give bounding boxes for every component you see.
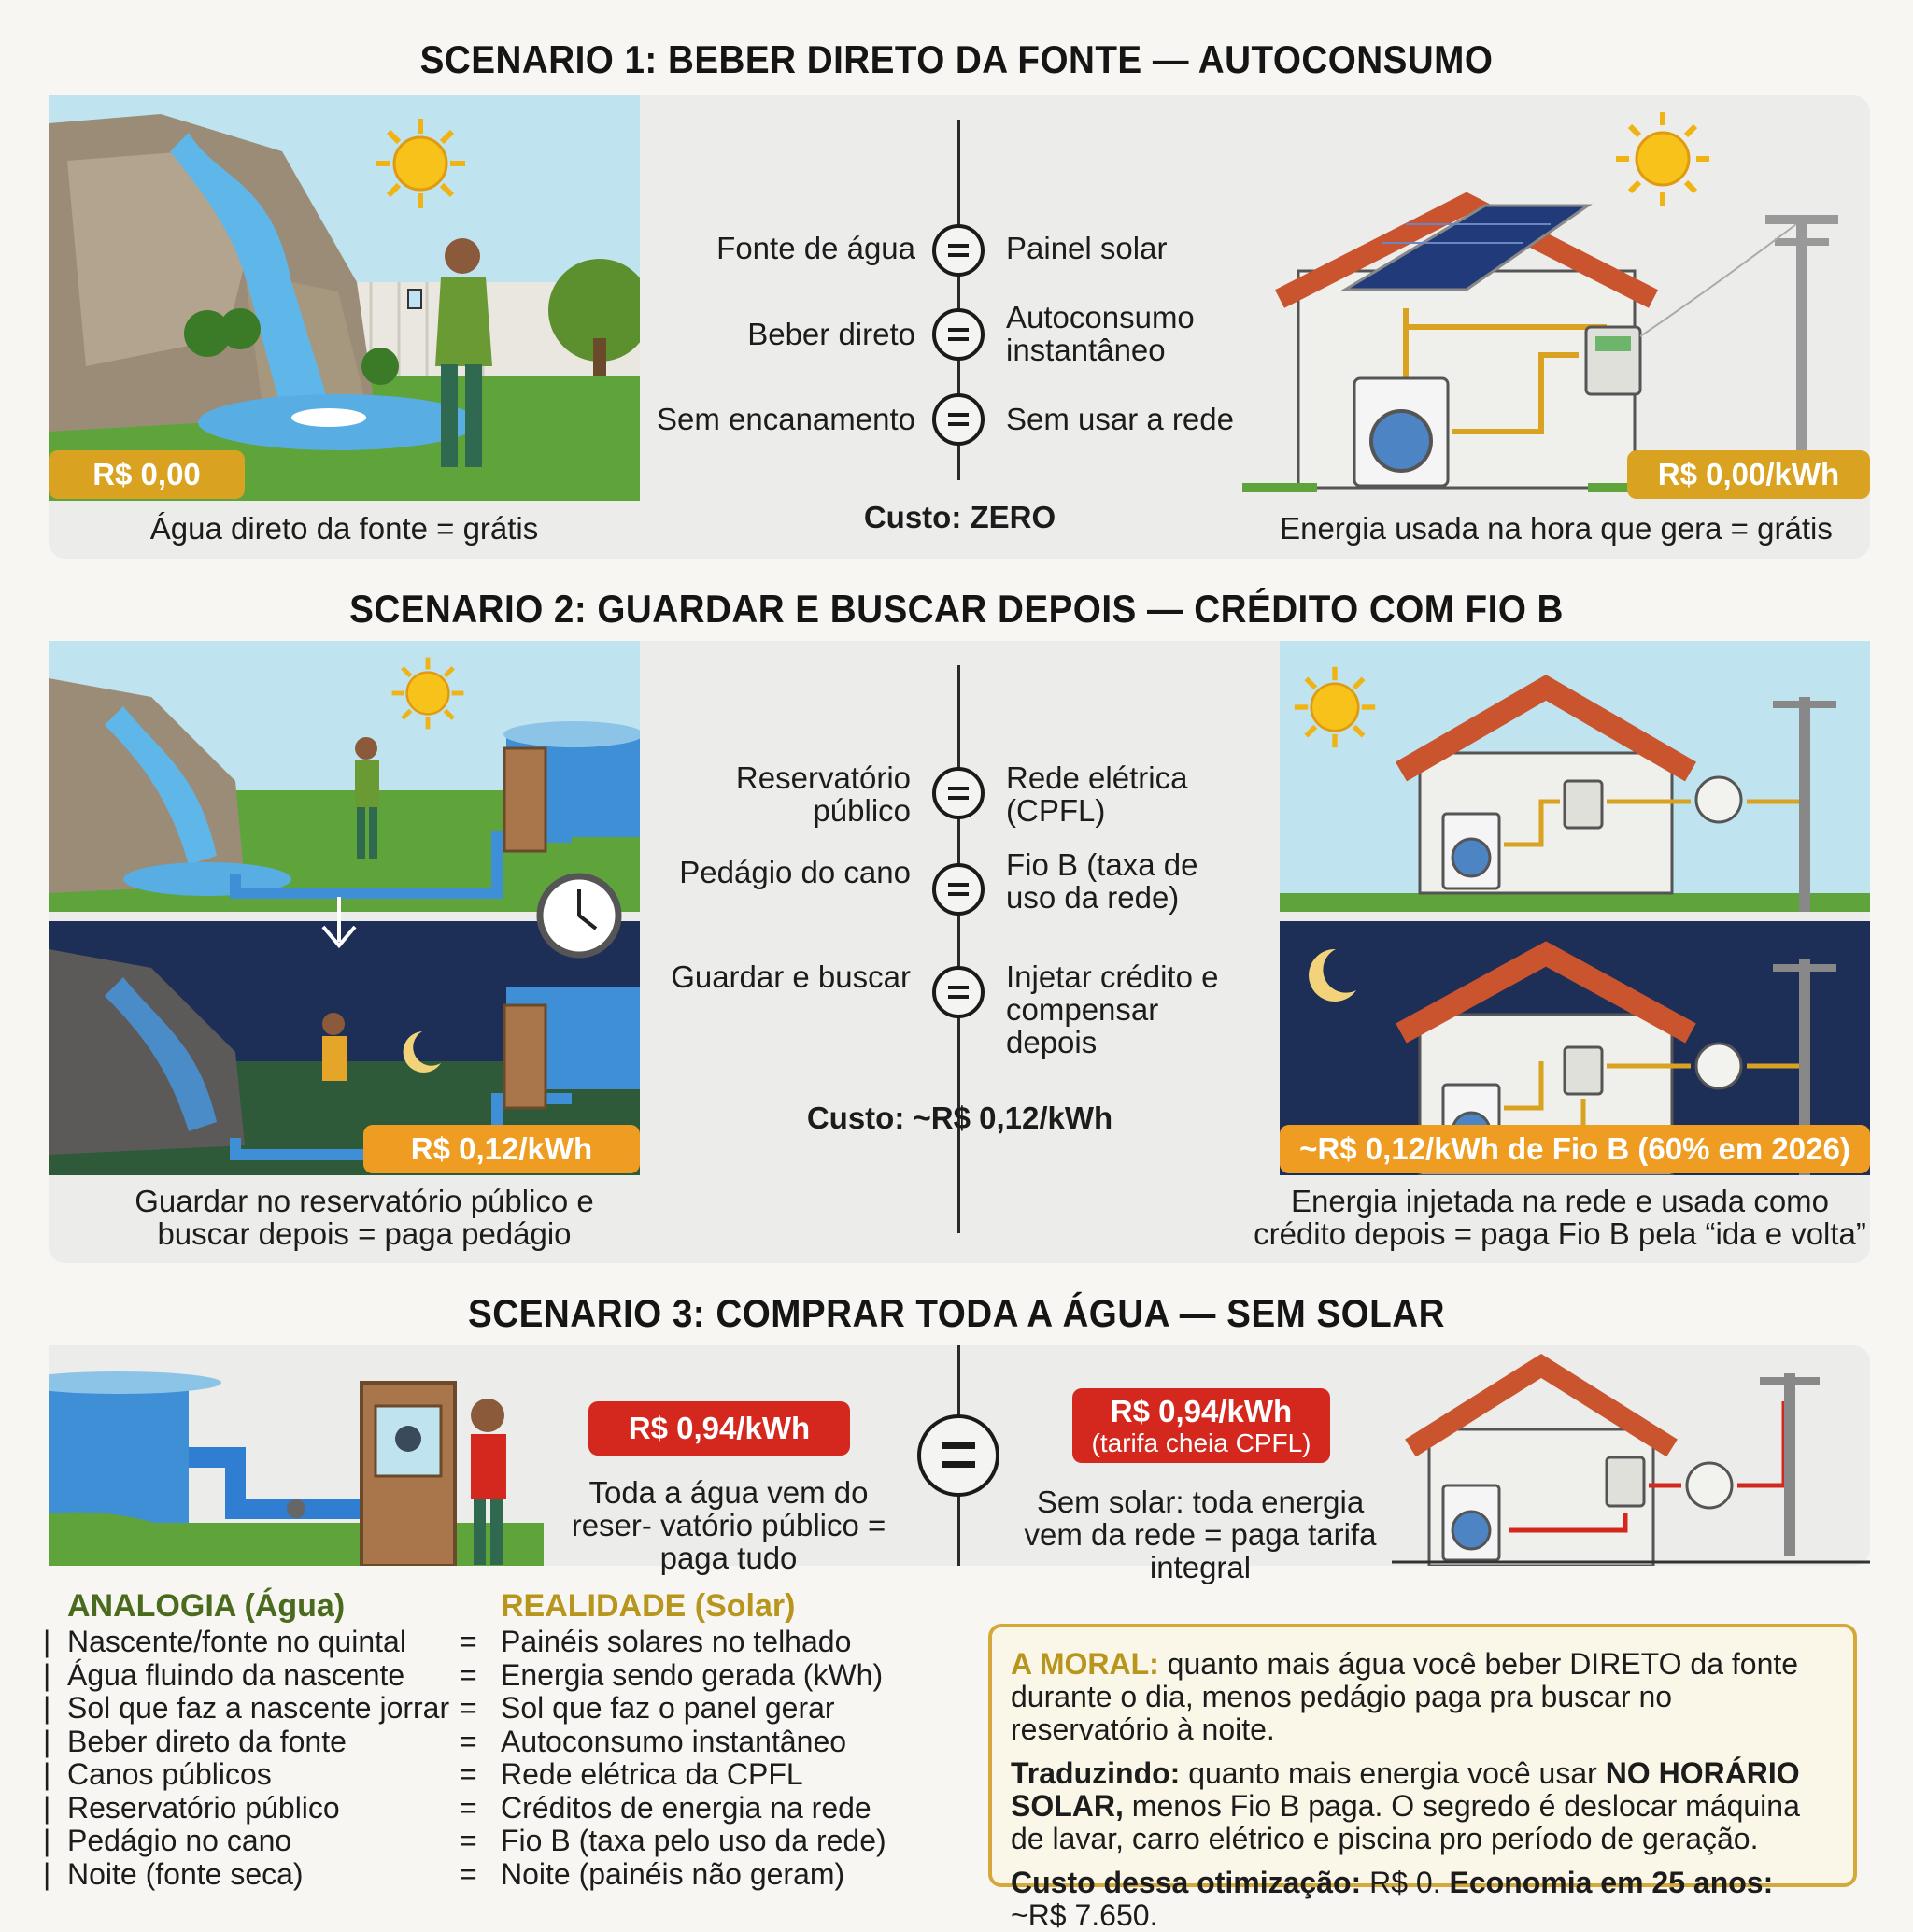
translation-text-1: quanto mais energia você usar bbox=[1180, 1756, 1606, 1790]
moral-text: quanto mais água você beber DIRETO da fonte durante o dia, menos pedágio paga pra buscar no reservatório à noite. bbox=[1011, 1647, 1799, 1746]
s2-right-1: Rede elétrica (CPFL) bbox=[1006, 760, 1188, 828]
legend-analogy: Noite (fonte seca) bbox=[67, 1856, 304, 1891]
legend-pipe: | bbox=[43, 1757, 51, 1791]
moral-box bbox=[988, 1624, 1857, 1932]
scenario2-right-badge: ~R$ 0,12/kWh de Fio B (60% em 2026) bbox=[1280, 1125, 1870, 1173]
scenario3-right-badge-value: R$ 0,94/kWh bbox=[1110, 1394, 1293, 1428]
s1-left-1: Fonte de água bbox=[716, 231, 915, 265]
legend-eq: = bbox=[460, 1856, 477, 1891]
clock-icon bbox=[534, 871, 624, 965]
scenario3-left-caption: Toda a água vem do reser- vatório público = paga tudo bbox=[571, 1475, 886, 1575]
s1-left-2: Beber direto bbox=[747, 317, 915, 351]
legend-pipe: | bbox=[43, 1691, 51, 1725]
legend-analogy: Sol que faz a nascente jorrar bbox=[67, 1691, 450, 1725]
scenario2-cost: Custo: ~R$ 0,12/kWh bbox=[806, 1101, 1113, 1135]
moral-label: A MORAL: bbox=[1011, 1647, 1159, 1681]
legend-analogy: Reservatório público bbox=[67, 1790, 340, 1825]
legend-pipe: | bbox=[43, 1657, 51, 1692]
legend-reality: Rede elétrica da CPFL bbox=[501, 1757, 803, 1791]
legend-eq: = bbox=[460, 1625, 477, 1658]
translation-paragraph bbox=[1011, 1757, 1835, 1855]
s1-left-3: Sem encanamento bbox=[656, 402, 915, 436]
scenario2-title: SCENARIO 2: GUARDAR E BUSCAR DEPOIS — CRÉDITO COM FIO B bbox=[349, 587, 1564, 631]
savings-label: Economia em 25 anos: bbox=[1449, 1866, 1774, 1899]
equals-icon bbox=[932, 966, 985, 1018]
scenario3-right-caption: Sem solar: toda energia vem da rede = paga tarifa integral bbox=[1024, 1485, 1377, 1584]
legend-analogy: Canos públicos bbox=[67, 1757, 272, 1791]
legend-reality: Créditos de energia na rede bbox=[501, 1790, 871, 1825]
s2-left-1: Reservatório público bbox=[735, 760, 911, 828]
grid-house-scene bbox=[1392, 1345, 1870, 1570]
translation-bold: NO HORÁRIO SOLAR, bbox=[1011, 1756, 1800, 1823]
legend-analogy: Beber direto da fonte bbox=[67, 1724, 347, 1758]
scenario3-title: SCENARIO 3: COMPRAR TODA A ÁGUA — SEM SOLAR bbox=[468, 1291, 1445, 1335]
savings-value: ~R$ 7.650. bbox=[1011, 1898, 1158, 1932]
scenario1-title: SCENARIO 1: BEBER DIRETO DA FONTE — AUTOCONSUMO bbox=[419, 37, 1494, 81]
legend-eq: = bbox=[460, 1691, 477, 1725]
s1-right-2: Autoconsumo instantâneo bbox=[1006, 300, 1195, 367]
s1-right-3: Sem usar a rede bbox=[1006, 402, 1234, 436]
s2-left-3: Guardar e buscar bbox=[671, 959, 911, 994]
legend-pipe: | bbox=[43, 1790, 51, 1825]
scenario2-left-badge: R$ 0,12/kWh bbox=[363, 1125, 640, 1173]
legend-analogy: Nascente/fonte no quintal bbox=[67, 1625, 406, 1658]
equals-icon bbox=[932, 224, 985, 277]
s2-right-2: Fio B (taxa de uso da rede) bbox=[1006, 847, 1198, 915]
legend-eq: = bbox=[460, 1790, 477, 1825]
equals-icon bbox=[932, 308, 985, 361]
legend-reality: Noite (painéis não geram) bbox=[501, 1856, 845, 1891]
legend-reality: Painéis solares no telhado bbox=[501, 1625, 852, 1658]
legend-pipe: | bbox=[43, 1824, 51, 1857]
legend-pipe: | bbox=[43, 1625, 51, 1658]
translation-text-2: menos Fio B paga. O segredo é deslocar máquina de lavar, carro elétrico e piscina pro período de geração. bbox=[1011, 1789, 1800, 1855]
equals-icon bbox=[917, 1414, 999, 1497]
scenario1-cost: Custo: ZERO bbox=[863, 500, 1056, 534]
sun-icon bbox=[374, 117, 467, 215]
legend-eq: = bbox=[460, 1724, 477, 1758]
legend-reality: Sol que faz o panel gerar bbox=[501, 1691, 835, 1725]
legend-eq: = bbox=[460, 1757, 477, 1791]
legend-reality: Autoconsumo instantâneo bbox=[501, 1724, 847, 1758]
scenario3-right-badge bbox=[1072, 1388, 1330, 1463]
equals-icon bbox=[932, 863, 985, 916]
legend-reality: Energia sendo gerada (kWh) bbox=[501, 1657, 884, 1692]
legend-eq: = bbox=[460, 1657, 477, 1692]
cost-label: Custo dessa otimização: bbox=[1011, 1866, 1362, 1899]
scenario2-left-caption: Guardar no reservatório público e buscar depois = paga pedágio bbox=[135, 1184, 594, 1251]
cost-value: R$ 0. bbox=[1361, 1866, 1450, 1899]
legend-eq: = bbox=[460, 1824, 477, 1857]
legend-reality: Fio B (taxa pelo uso da rede) bbox=[501, 1824, 886, 1857]
scenario2-divider bbox=[957, 665, 960, 1233]
s2-left-2: Pedágio do cano bbox=[679, 855, 911, 889]
scenario1-right-caption: Energia usada na hora que gera = grátis bbox=[1280, 511, 1833, 546]
analogy-header: ANALOGIA (Água) bbox=[67, 1588, 346, 1624]
down-arrow-icon bbox=[318, 897, 361, 958]
legend-pipe: | bbox=[43, 1856, 51, 1891]
moral-paragraph bbox=[1011, 1648, 1835, 1746]
equals-icon bbox=[932, 393, 985, 446]
reality-header: REALIDADE (Solar) bbox=[501, 1588, 796, 1624]
scenario1-left-badge: R$ 0,00 bbox=[49, 450, 245, 499]
sun-icon bbox=[1293, 665, 1377, 754]
scenario1-right-badge: R$ 0,00/kWh bbox=[1627, 450, 1870, 499]
s1-right-1: Painel solar bbox=[1006, 231, 1168, 265]
translation-label: Traduzindo: bbox=[1011, 1756, 1181, 1790]
reservoir-toll-scene bbox=[49, 1345, 544, 1566]
legend-analogy: Água fluindo da nascente bbox=[67, 1657, 405, 1692]
scenario3-right-badge-sub: (tarifa cheia CPFL) bbox=[1091, 1428, 1311, 1457]
scenario2-right-caption: Energia injetada na rede e usada como crédito depois = paga Fio B pela “ida e volta” bbox=[1254, 1184, 1866, 1251]
sun-icon bbox=[390, 656, 465, 735]
solar-house-scene bbox=[1242, 103, 1868, 509]
cost-paragraph bbox=[1011, 1867, 1835, 1932]
s2-right-3: Injetar crédito e compensar depois bbox=[1006, 959, 1219, 1059]
legend-pipe: | bbox=[43, 1724, 51, 1758]
scenario1-left-caption: Água direto da fonte = grátis bbox=[149, 511, 539, 546]
waterfall-scene bbox=[49, 95, 640, 501]
legend-analogy: Pedágio no cano bbox=[67, 1824, 292, 1857]
equals-icon bbox=[932, 767, 985, 819]
scenario3-left-badge: R$ 0,94/kWh bbox=[588, 1401, 850, 1456]
